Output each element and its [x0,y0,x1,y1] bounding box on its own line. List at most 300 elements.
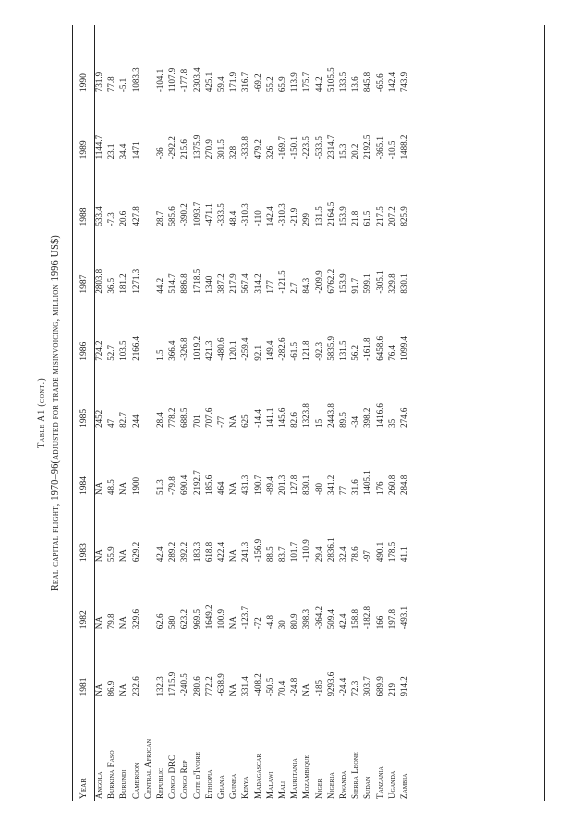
table-cell: 509.4 [325,609,336,630]
table-row [130,25,142,801]
table-cell: 422.4 [216,541,227,563]
table-cell: 41.1 [399,546,410,563]
table-bottom-rule [544,25,545,801]
table-cell: 79.8 [106,613,117,630]
table-cell: 1019.2 [191,335,202,361]
table-cell: 2303.4 [191,67,202,93]
table-cell: -480.6 [216,337,227,361]
table-cell: 219 [386,682,397,697]
table-cell [142,428,154,495]
table-caption-label: Table A1 (cont.) [36,377,46,449]
table-cell: 197.8 [386,609,397,630]
table-cell: -110 [252,210,263,227]
country-name: Ghana [216,775,227,799]
table-cell: 91.7 [350,277,361,294]
table-cell: 183.3 [191,541,202,563]
table-cell: 2803.8 [94,268,104,294]
table-cell: 2.7 [289,282,300,294]
table-cell: -364.2 [313,606,324,630]
table-row [105,25,117,801]
table-row [337,25,349,801]
table-cell: 83.7 [277,546,288,563]
table-cell: -24.8 [289,677,300,697]
table-cell: 2314.7 [325,134,336,160]
table-cell: 145.6 [277,407,288,428]
table-cell: 61.5 [362,210,373,227]
table-cell: 77 [338,486,349,496]
country-name: Mozambique [301,755,312,799]
table-cell: 28.7 [155,210,166,227]
table-cell: 1.5 [155,349,166,361]
table-cell: 1471 [130,141,141,160]
table-cell: NA [94,683,104,697]
table-cell: 724.2 [94,340,104,361]
table-cell: 190.7 [252,474,263,496]
table-cell: 1083.3 [130,67,141,93]
table-cell: 62.6 [155,613,166,630]
table-cell: 175.7 [301,71,312,93]
table-cell: 260.8 [386,474,397,496]
table-cell [142,562,154,629]
country-name: Sudan [362,776,373,799]
table-row [93,25,105,801]
table-cell: 142.4 [386,71,397,93]
rotated-table-block [24,25,544,801]
table-cell: 585.6 [167,206,178,227]
table-row [398,25,410,801]
country-name: Republic [155,767,166,799]
table-cell: 65.9 [277,76,288,93]
table-cell: 120.1 [228,340,239,361]
table-cell: 176 [374,481,385,496]
header-year: Year [79,778,89,799]
table-cell: 101.7 [289,541,300,563]
table-cell: 284.8 [399,474,410,496]
table-cell: 121.8 [301,340,312,361]
table-cell: 131.5 [313,206,324,227]
country-name: Burundi [118,769,129,799]
table-cell: 5105.5 [325,67,336,93]
table-cell: 30 [277,620,288,630]
table-cell: 232.6 [130,676,141,697]
table-cell: 47 [106,418,117,428]
table-cell: -5.1 [118,77,129,93]
table-cell: NA [94,549,104,563]
country-name: Zambia [399,773,410,799]
table-cell: -310.3 [240,203,251,227]
table-cell: -390.2 [179,203,190,227]
table-cell: 1718.5 [191,268,202,294]
table-cell: 707.6 [203,407,214,428]
table-top-rule [72,25,73,801]
table-cell: 618.8 [203,541,214,563]
country-name: Sierra Leone [350,752,361,799]
table-cell: -223.5 [301,136,312,160]
table-cell: 166 [374,615,385,630]
table-cell: 36.5 [106,277,117,294]
table-cell: 743.9 [399,71,410,93]
table-cell [142,294,154,361]
table-cell: 625 [240,414,251,428]
country-name: Tanzania [374,766,385,799]
table-cell: 23.1 [106,143,117,160]
table-cell: 153.9 [338,273,349,294]
table-cell: 533.4 [94,206,104,227]
table-cell: -240.5 [179,673,190,697]
table-cell: 2836.1 [325,537,336,563]
table-cell [142,495,154,562]
table-cell: 2192.5 [362,134,373,160]
country-name: Cameroon [130,762,141,799]
table-cell: -10.5 [386,140,397,160]
capital-flight-table [76,25,410,801]
table-cell: -65.6 [374,73,385,93]
table-cell: 299 [301,212,312,227]
header-year-col: 1985 [79,408,89,428]
table-cell: NA [118,683,129,697]
table-cell: 731.9 [94,71,104,93]
table-cell: 479.2 [252,139,263,160]
table-cell: 1099.4 [399,335,410,361]
table-cell: -121.5 [277,270,288,294]
table-cell: 398.2 [362,407,373,428]
table-cell: 149.4 [264,340,275,361]
country-name: Mauritania [289,758,300,799]
table-cell: 6762.2 [325,268,336,294]
table-cell: 464 [216,481,227,496]
country-name: Kenya [240,776,251,799]
table-cell: 1340 [203,275,214,294]
table-row [142,25,154,801]
table-cell: -69.2 [252,73,263,93]
table-row [227,25,239,801]
table-cell: -123.7 [240,606,251,630]
table-header-row [76,25,93,801]
table-cell: 690.4 [179,474,190,496]
table-cell: 629.2 [130,541,141,563]
table-cell: 567.4 [240,273,251,294]
table-cell: 241.3 [240,541,251,563]
table-cell: NA [94,482,104,496]
table-cell: 78.6 [350,546,361,563]
table-cell: 314.2 [252,273,263,294]
table-cell: -177.8 [179,68,190,93]
table-cell: 20.2 [350,143,361,160]
table-cell: -493.1 [399,606,410,630]
table-cell: 42.4 [155,546,166,563]
table-cell: -259.4 [240,337,251,361]
country-name: Central African [142,739,153,799]
table-row [203,25,215,801]
table-cell: 82.6 [289,412,300,428]
table-cell: 914.2 [399,676,410,697]
table-cell: 830.1 [301,474,312,496]
table-cell: 72.3 [350,680,361,697]
table-cell: 127.8 [289,474,300,496]
table-cell: 158.8 [350,609,361,630]
table-cell: -21.9 [289,207,300,227]
table-cell: 9293.6 [325,671,336,697]
table-cell: 1144.7 [94,134,104,160]
table-cell: 2443.8 [325,403,336,428]
table-cell: 303.7 [362,676,373,697]
table-cell: -292.2 [167,136,178,160]
table-cell: 421.3 [203,340,214,361]
table-cell: 688.5 [179,407,190,428]
table-cell: 6458.6 [374,335,385,361]
table-row [191,25,203,801]
table-cell: 280.6 [191,676,202,697]
table-cell: 392.2 [179,541,190,563]
table-cell: 1107.9 [167,67,178,93]
table-cell: NA [94,616,104,630]
table-cell: 32.4 [338,546,349,563]
table-cell: 701 [191,414,202,428]
table-row [276,25,288,801]
table-cell: 59.4 [216,76,227,93]
table-cell: 329.6 [130,609,141,630]
table-cell: -209.9 [313,270,324,294]
table-cell: 217.9 [228,273,239,294]
table-caption-title: Real capital flight, 1970–96(adjusted for trade misinvoicing, million 1996 US$) [50,234,61,592]
table-cell: 825.9 [399,206,410,227]
country-name: Congo DRC [167,754,178,799]
table-cell: 580 [167,615,178,630]
table-row [264,25,276,801]
table-cell: 100.9 [216,609,227,630]
country-name: Niger [313,778,324,799]
table-cell: 1649.2 [203,604,214,630]
table-cell: NA [118,549,129,563]
table-cell: -305.1 [374,270,385,294]
table-cell: 1900 [130,477,141,496]
table-cell [142,629,154,696]
table-cell: 20.6 [118,210,129,227]
table-cell: -7.3 [106,212,117,227]
table-cell: 689.9 [374,676,385,697]
table-cell: 886.8 [179,273,190,294]
table-cell: 55.9 [106,546,117,563]
table-cell: 387.2 [216,273,227,294]
table-cell: -150.1 [289,136,300,160]
table-cell: 244 [130,414,141,428]
table-cell: NA [228,482,239,496]
table-cell: 329.8 [386,273,397,294]
table-cell: -533.5 [313,136,324,160]
table-cell: 845.8 [362,71,373,93]
table-row [313,25,325,801]
table-cell: -79.8 [167,476,178,496]
table-cell: 141.1 [264,407,275,428]
table-cell: 132.3 [155,676,166,697]
table-cell: -61.5 [289,341,300,361]
header-year-col: 1981 [79,677,89,697]
table-cell: -333.5 [216,203,227,227]
table-cell: 5835.9 [325,335,336,361]
table-cell: 77.8 [106,76,117,93]
table-cell: NA [301,683,312,697]
country-name: Burkina Faso [106,750,117,799]
table-cell: 274.6 [399,407,410,428]
table-cell: 316.7 [240,71,251,93]
table-cell: 398.3 [301,609,312,630]
table-row [178,25,190,801]
country-name: Ethiopia [203,769,214,799]
header-year-col: 1982 [79,610,89,630]
country-name: Mali [277,781,288,799]
country-name: Uganda [386,770,397,799]
table-cell: -34 [350,415,361,428]
table-cell: -4.8 [264,615,275,630]
table-cell: NA [228,616,239,630]
table-cell [142,226,154,293]
table-cell: 13.6 [350,76,361,93]
table-row [252,25,264,801]
table-cell: 178.5 [386,541,397,563]
table-cell: 84.3 [301,277,312,294]
table-row [325,25,337,801]
table-cell: 29.4 [313,546,324,563]
table-cell: 1375.9 [191,134,202,160]
table-cell: 103.5 [118,340,129,361]
table-row [215,25,227,801]
table-cell: 1416.6 [374,403,385,428]
table-cell: 48.4 [228,210,239,227]
table-cell: 778.2 [167,407,178,428]
table-cell: -104.1 [155,68,166,93]
header-year-col: 1990 [79,73,89,93]
table-cell: NA [228,549,239,563]
table-cell: 772.2 [203,676,214,697]
table-cell: 88.5 [264,546,275,563]
table-cell: -156.9 [252,538,263,563]
table-cell: 70.4 [277,680,288,697]
table-cell: 1405.1 [362,470,373,496]
table-cell: NA [118,616,129,630]
table-cell: -408.2 [252,673,263,697]
header-year-col: 1984 [79,476,89,496]
table-cell: 48.5 [106,479,117,496]
country-name: Malawi [264,771,275,799]
header-year-col: 1988 [79,207,89,227]
table-cell: 181.2 [118,273,129,294]
table-cell: 86.9 [106,680,117,697]
table-cell: 76.4 [386,344,397,361]
table-cell: 153.9 [338,206,349,227]
table-cell: -161.8 [362,337,373,361]
country-name: Guinea [228,773,239,799]
table-cell: 171.9 [228,71,239,93]
country-name: Rwanda [338,770,349,799]
table-cell: 514.7 [167,273,178,294]
header-year-col: 1983 [79,543,89,563]
table-cell: -77 [216,415,227,428]
country-name: Angola [94,771,104,799]
table-cell: 2164.5 [325,201,336,227]
table-cell: -169.7 [277,136,288,160]
table-cell: 113.9 [289,72,300,93]
table-cell: 92.1 [252,344,263,361]
table-cell: 599.1 [362,273,373,294]
table-row [361,25,373,801]
country-name: Cote d'Ivoire [191,751,202,799]
table-cell: 52.7 [106,344,117,361]
table-cell: 89.5 [338,412,349,428]
table-cell: -89.4 [264,476,275,496]
table-body [93,25,410,801]
table-cell [142,25,154,92]
table-cell: 28.4 [155,412,166,428]
table-cell: -365.1 [374,136,385,160]
table-cell: 142.4 [264,206,275,227]
table-cell: -72 [252,617,263,630]
table-cell: 15 [313,418,324,428]
table-cell: -185 [313,679,324,697]
table-cell: 301.5 [216,139,227,160]
table-cell: 2452 [94,409,104,428]
table-cell [142,92,154,159]
country-name: Congo Rep [179,760,190,799]
table-cell: 207.2 [386,206,397,227]
table-cell: 427.8 [130,206,141,227]
table-cell: 80.9 [289,613,300,630]
table-cell: NA [228,414,239,428]
table-cell: 82.7 [118,412,129,428]
table-cell: -638.9 [216,673,227,697]
table-cell: 56.2 [350,344,361,361]
table-cell: 133.5 [338,71,349,93]
table-cell [142,361,154,428]
table-cell: 2192.7 [191,470,202,496]
table-cell: 131.5 [338,340,349,361]
table-cell: 44.2 [313,76,324,93]
table-cell: -282.6 [277,337,288,361]
header-year-col: 1986 [79,341,89,361]
table-cell: 328 [228,145,239,160]
table-cell: 331.4 [240,676,251,697]
table-cell: 326 [264,145,275,160]
table-row [374,25,386,801]
table-cell: 1715.9 [167,671,178,697]
table-cell: 55.2 [264,76,275,93]
table-row [117,25,129,801]
table-cell: 490.1 [374,541,385,563]
table-cell: 431.3 [240,474,251,496]
table-cell: -182.8 [362,606,373,630]
table-row [349,25,361,801]
table-cell: 1488.2 [399,134,410,160]
header-year-col: 1987 [79,274,89,294]
table-cell: 830.1 [399,273,410,294]
table-cell: 1271.3 [130,268,141,294]
table-cell: NA [228,683,239,697]
table-cell: 21.8 [350,210,361,227]
table-cell: 366.4 [167,340,178,361]
table-cell: 34.4 [118,143,129,160]
table-cell: 1323.8 [301,403,312,428]
table-cell: 425.1 [203,71,214,93]
table-row [166,25,178,801]
table-cell: -97 [362,550,373,563]
table-cell: 15.3 [338,143,349,160]
table-cell: 31.6 [350,479,361,496]
table-cell: 42.4 [338,613,349,630]
table-row [386,25,398,801]
table-cell: 1093.7 [191,201,202,227]
table-cell: -24.4 [338,677,349,697]
header-year-col: 1989 [79,140,89,160]
table-cell: 201.3 [277,474,288,496]
